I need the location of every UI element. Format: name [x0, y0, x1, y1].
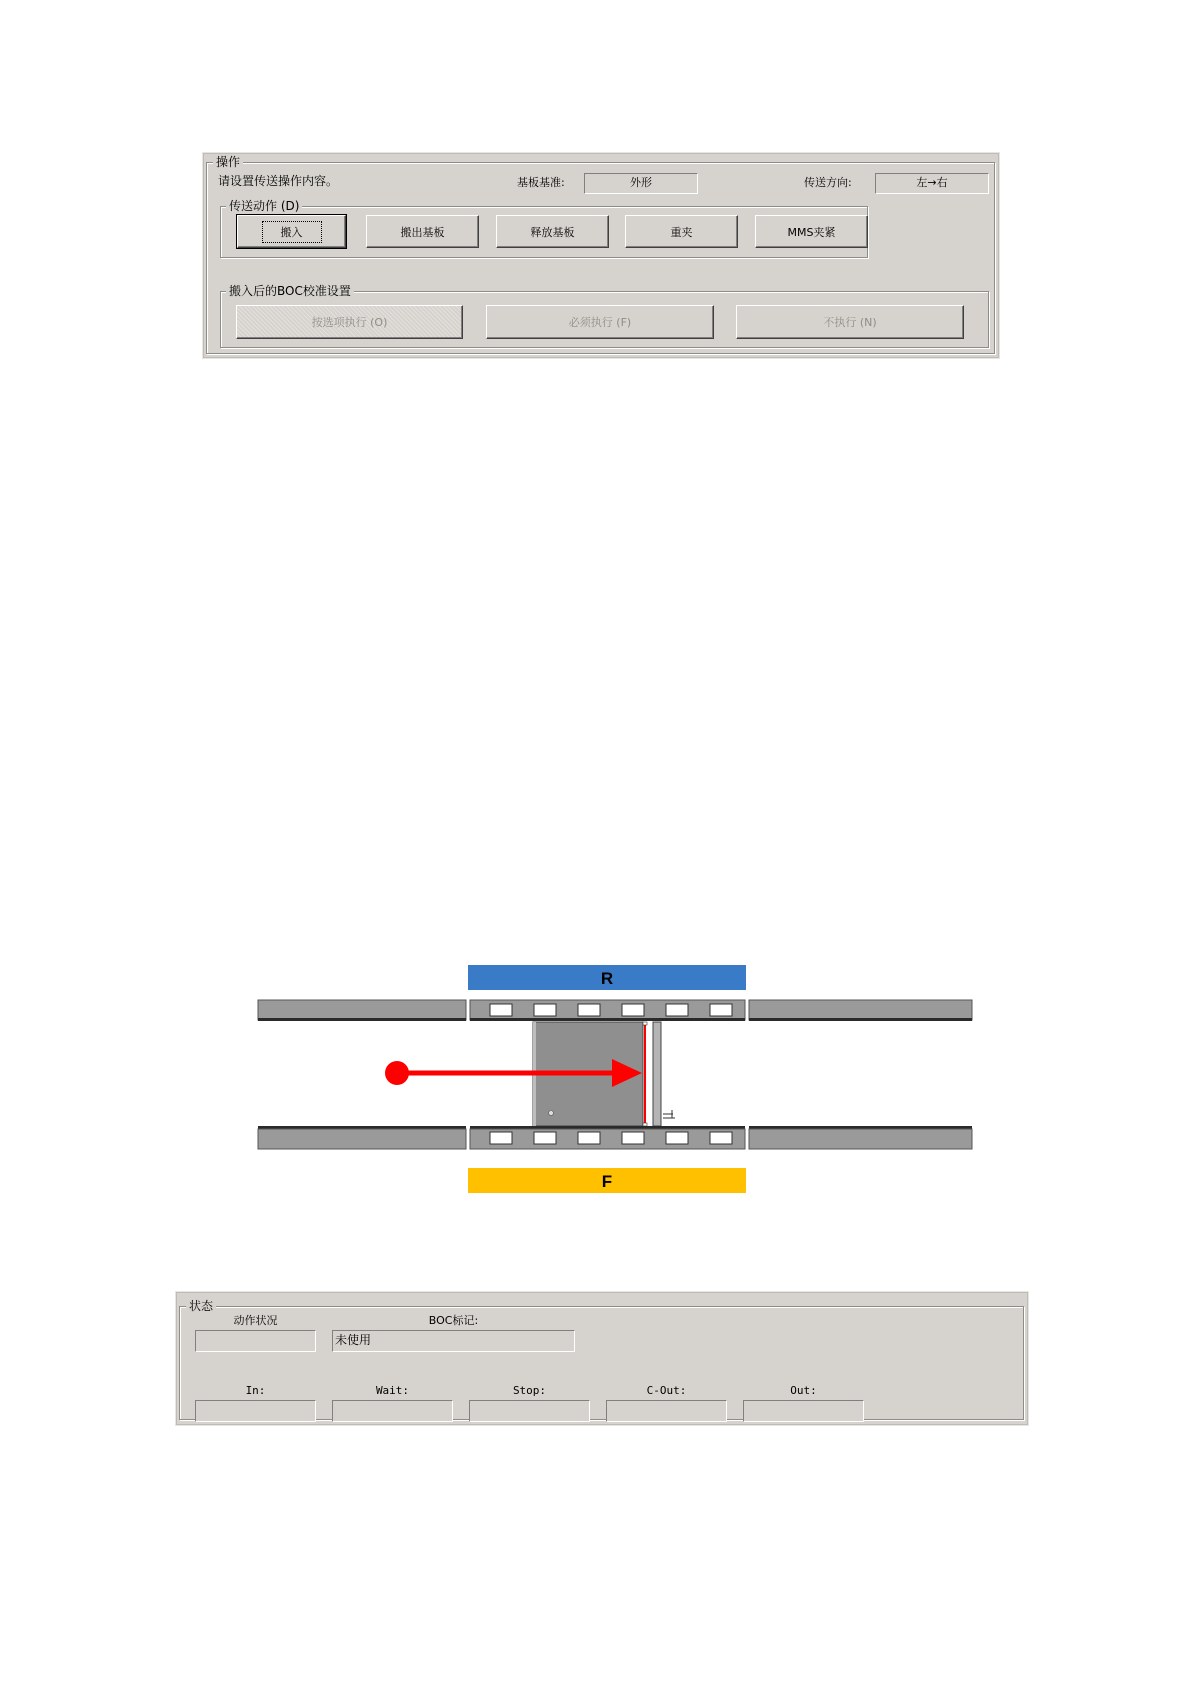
instruction-text: 请设置传送操作内容。	[218, 174, 339, 188]
in-sensor-label: In:	[245, 1384, 266, 1397]
board-ref-field: 外形	[584, 173, 698, 194]
operation-panel	[202, 152, 1000, 359]
execute-by-option-button[interactable]: 按选项执行 (O)	[236, 305, 463, 339]
must-execute-button[interactable]: 必须执行 (F)	[486, 305, 714, 339]
release-board-button[interactable]: 释放基板	[496, 215, 609, 248]
stopper	[643, 1022, 675, 1126]
c-out-sensor-field	[606, 1400, 727, 1422]
rear-rail	[258, 1000, 972, 1021]
conveyor-diagram	[250, 960, 980, 1206]
status-panel	[175, 1291, 1029, 1426]
wait-sensor-field	[332, 1400, 453, 1422]
out-sensor-label: Out:	[790, 1384, 817, 1397]
reclamp-button[interactable]: 重夹	[625, 215, 738, 248]
boc-mark-label: BOC标记:	[428, 1314, 479, 1327]
board-ref-label: 基板基准:	[517, 176, 565, 189]
unload-board-button[interactable]: 搬出基板	[366, 215, 479, 248]
do-not-execute-button[interactable]: 不执行 (N)	[736, 305, 964, 339]
stop-sensor-field	[469, 1400, 590, 1422]
load-in-label: 搬入	[262, 221, 322, 243]
mms-clamp-button[interactable]: MMS夹紧	[755, 215, 868, 248]
stop-sensor-label: Stop:	[512, 1384, 547, 1397]
load-in-button[interactable]	[237, 215, 346, 248]
action-status-field	[195, 1330, 316, 1352]
boc-mark-field: 未使用	[332, 1330, 575, 1352]
direction-label: 传送方向:	[804, 176, 852, 189]
transfer-action-title: 传送动作 (D)	[226, 198, 302, 214]
rear-side-label: R	[600, 969, 614, 988]
front-rail	[258, 1126, 972, 1149]
boc-setting-title: 搬入后的BOC校准设置	[226, 283, 354, 299]
out-sensor-field	[743, 1400, 864, 1422]
wait-sensor-label: Wait:	[375, 1384, 410, 1397]
operation-group	[206, 155, 995, 354]
boc-setting-group	[220, 284, 989, 348]
operation-title: 操作	[213, 154, 243, 170]
action-status-label: 动作状况	[233, 1314, 278, 1327]
transfer-action-group	[220, 199, 868, 258]
c-out-sensor-label: C-Out:	[646, 1384, 687, 1397]
status-group	[179, 1299, 1024, 1420]
front-side-label: F	[601, 1172, 613, 1191]
in-sensor-field	[195, 1400, 316, 1422]
direction-field: 左→右	[875, 173, 989, 194]
status-title: 状态	[186, 1298, 216, 1314]
